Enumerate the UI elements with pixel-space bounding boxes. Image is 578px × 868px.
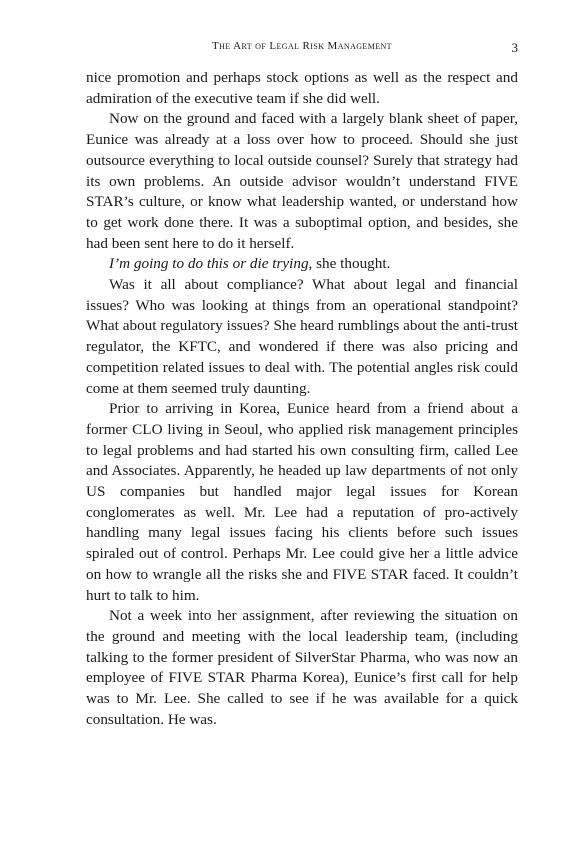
thought-attribution: , she thought. (308, 255, 391, 273)
paragraph-3 (86, 254, 518, 275)
text-body (86, 68, 518, 731)
page-number: 3 (511, 40, 518, 55)
running-head (86, 40, 518, 58)
paragraph-5: Prior to arriving in Korea, Eunice heard from a friend about a former CLO living in Seoul, who applied risk management principles to legal problems and had started his own consulting firm, called Lee and Associates. Apparently, he headed up law departments of not only US companies but handled major legal issues for Korean conglomerates as well. Mr. Lee had a reputation of pro-actively handling many legal issues facing his clients before such issues spiraled out of control. Perhaps Mr. Lee could give her a little advice on how to wrangle all the risks she and FIVE STAR faced. It couldn’t hurt to talk to him. (86, 400, 518, 604)
paragraph-6: Not a week into her assignment, after reviewing the situation on the ground and meeting with the local leadership team, (including talking to the former president of SilverStar Pharma, who was now an employee of FIVE STAR Pharma Korea), Eunice’s first call for help was to Mr. Lee. She called to see if he was available for a quick consultation. He was. (86, 607, 518, 728)
running-title: The Art of Legal Risk Management (212, 40, 392, 52)
paragraph-1: nice promotion and perhaps stock options as well as the respect and admiration of the executive team if she did well. (86, 69, 518, 107)
paragraph-2: Now on the ground and faced with a largely blank sheet of paper, Eunice was already at a loss over how to proceed. Should she just outsource everything to local outside counsel? Surely that strategy had its own problems. An outside advisor wouldn’t understand FIVE STAR’s culture, or know what leadership wanted, or understand how to get work done there. It was a suboptimal option, and besides, she had been sent here to do it herself. (86, 110, 518, 252)
italic-thought: I’m going to do this or die trying (109, 255, 309, 273)
paragraph-4: Was it all about compliance? What about legal and financial issues? Who was looking at things from an operational standpoint? What about regulatory issues? She heard rumblings about the anti-trust regulator, the KFTC, and wondered if there was also pricing and competition related issues to deal with. The potential angles risk could come at them seemed truly daunting. (86, 276, 518, 397)
